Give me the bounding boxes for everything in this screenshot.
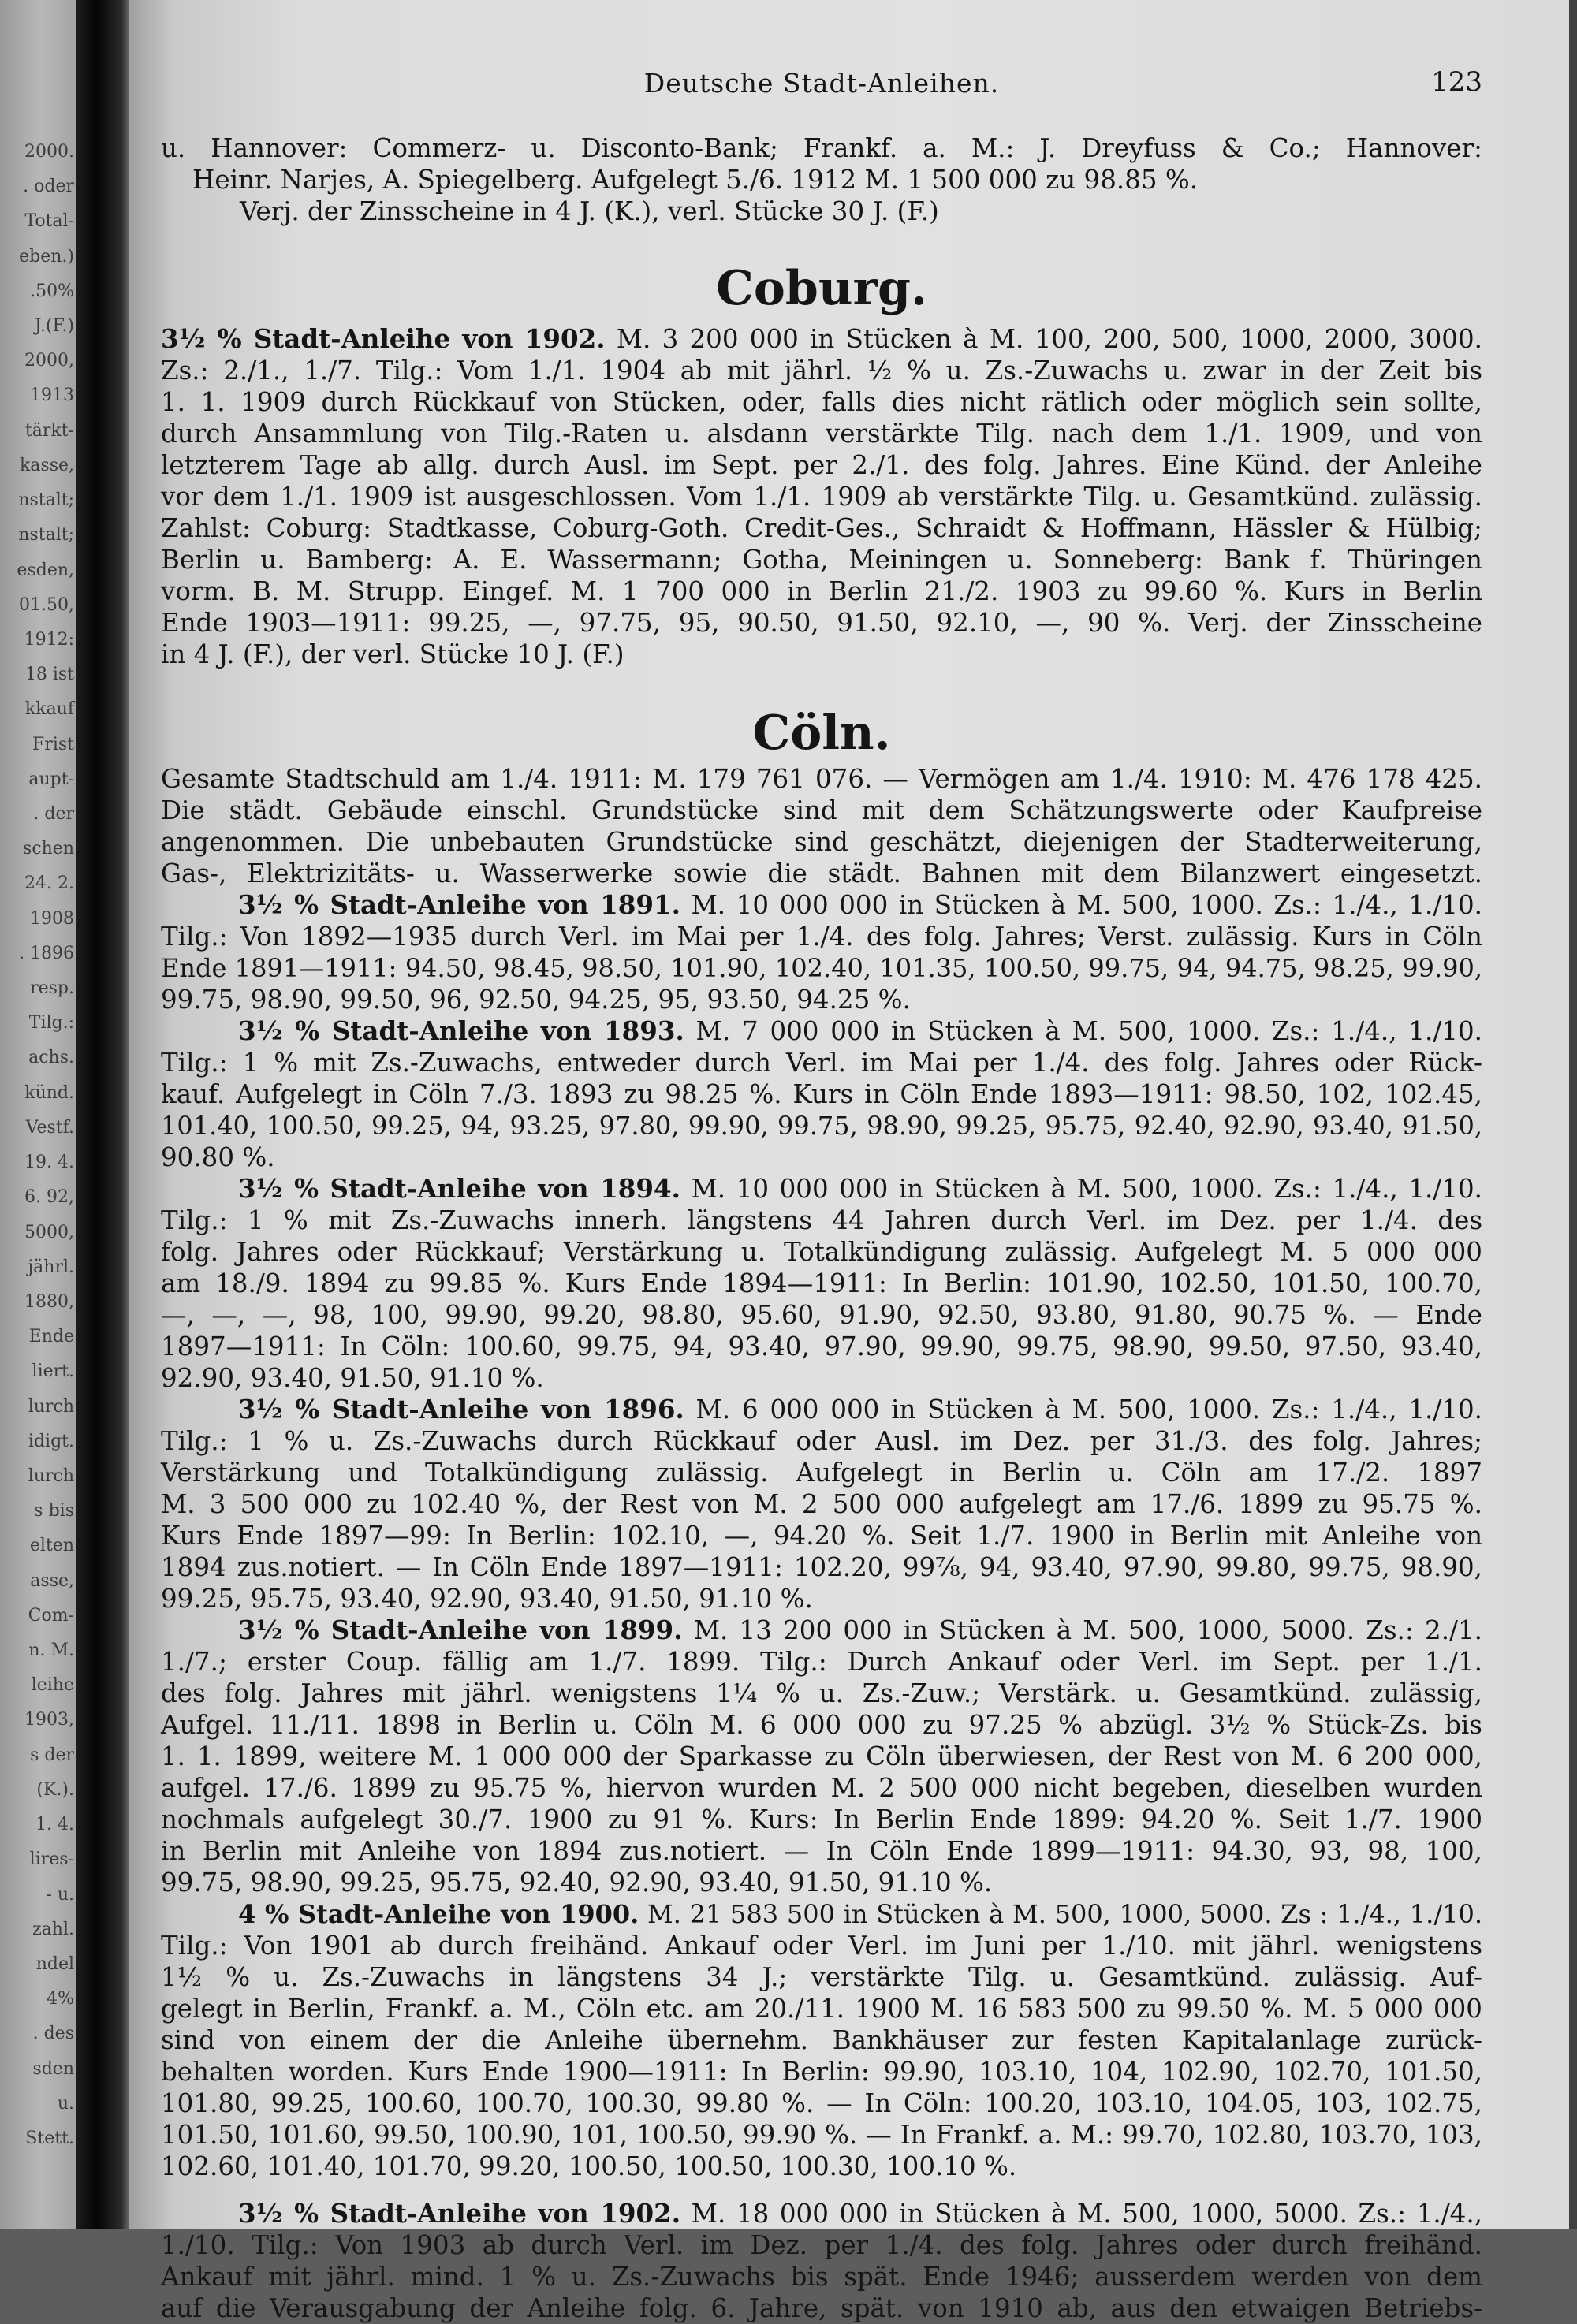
text-line: 99.75, 98.90, 99.50, 96, 92.50, 94.25, 95, 93.50, 94.25 %.: [161, 985, 911, 1015]
text-line: 99.25, 95.75, 93.40, 92.90, 93.40, 91.50, 91.10 %.: [161, 1584, 813, 1614]
margin-fragment: Ende: [28, 1327, 74, 1346]
text-line: Ende 1903—1911: 99.25, —, 97.75, 95, 90.50, 91.50, 92.10, —, 90 %. Verj. der Zinsscheine: [161, 608, 1482, 638]
text-line: Tilg.: Von 1901 ab durch freihänd. Ankauf oder Verl. im Juni per 1./10. mit jährl. wenigstens: [161, 1931, 1482, 1961]
book-page: [129, 0, 1577, 2323]
text-line: Tilg.: 1 % mit Zs.-Zuwachs, entweder durch Verl. im Mai per 1./4. des folg. Jahres oder Rück-: [161, 1048, 1482, 1078]
loan-entry-coeln-1902: [161, 2198, 1482, 2324]
text-line: 101.80, 99.25, 100.60, 100.70, 100.30, 99.80 %. — In Cöln: 100.20, 103.10, 104.05, 103, 102.75,: [161, 2088, 1482, 2118]
margin-fragment: liert.: [32, 1361, 74, 1381]
margin-fragment: 1912:: [24, 630, 74, 650]
text-line: 1./10. Tilg.: Von 1903 ab durch Verl. im Dez. per 1./4. des folg. Jahres oder durch freihänd.: [161, 2230, 1482, 2260]
margin-fragment: 4%: [47, 1989, 74, 2009]
margin-fragment: 6. 92,: [24, 1187, 74, 1207]
continued-entry: [161, 132, 1482, 227]
margin-fragment: nstalt;: [18, 525, 74, 545]
margin-fragment: Vestf.: [25, 1118, 74, 1138]
text-line: M. 13 200 000 in Stücken à M. 500, 1000, 5000. Zs.: 2./1.: [682, 1615, 1482, 1645]
margin-fragment: . 1896: [19, 944, 74, 963]
loan-title: 4 % Stadt-Anleihe von 1900.: [238, 1899, 639, 1929]
loan-entry-coeln-1896: [161, 1394, 1482, 1615]
text-line: behalten worden. Kurs Ende 1900—1911: In Berlin: 99.90, 103.10, 104, 102.90, 102.70, 101.50,: [161, 2057, 1482, 2087]
text-line: 1½ % u. Zs.-Zuwachs in längstens 34 J.; verstärkte Tilg. u. Gesamtkünd. zulässig. Auf-: [161, 1962, 1482, 1992]
margin-fragment: J.(F.): [34, 316, 74, 336]
margin-fragment: 2000.: [24, 142, 74, 162]
margin-fragment: 1880,: [24, 1292, 74, 1312]
coeln-intro: [161, 763, 1482, 889]
text-line: Ankauf mit jährl. mind. 1 % u. Zs.-Zuwachs bis spät. Ende 1946; ausserdem werden von dem: [161, 2262, 1482, 2292]
text-line: des folg. Jahres mit jährl. wenigstens 1¼ % u. Zs.-Zuw.; Verstärk. u. Gesamtkünd. zulässig,: [161, 1678, 1482, 1708]
margin-fragment: leihe: [31, 1675, 74, 1695]
margin-fragment: kasse,: [19, 456, 74, 475]
margin-fragment: resp.: [30, 978, 74, 998]
margin-fragment: Tilg.:: [28, 1013, 74, 1033]
margin-fragment: . oder: [23, 177, 74, 196]
city-heading-coburg: Coburg.: [716, 261, 927, 316]
page-right-edge: [1569, 0, 1577, 2229]
margin-fragment: 24. 2.: [24, 873, 74, 893]
loan-title: 3½ % Stadt-Anleihe von 1893.: [238, 1015, 684, 1046]
margin-fragment: aupt-: [28, 769, 74, 789]
text-line: vorm. B. M. Strupp. Eingef. M. 1 700 000 in Berlin 21./2. 1903 zu 99.60 %. Kurs in Berlin: [161, 576, 1482, 606]
text-line: 92.90, 93.40, 91.50, 91.10 %.: [161, 1363, 544, 1393]
margin-fragment: Stett.: [25, 2128, 74, 2148]
margin-fragment: jährl.: [28, 1257, 74, 1277]
text-line: Tilg.: 1 % u. Zs.-Zuwachs durch Rückkauf oder Ausl. im Dez. per 31./3. des folg. Jahres;: [161, 1426, 1482, 1456]
margin-fragment: idigt.: [28, 1432, 74, 1451]
margin-fragment: sden: [32, 2059, 74, 2079]
text-line: nochmals aufgelegt 30./7. 1900 zu 91 %. Kurs: In Berlin Ende 1899: 94.20 %. Seit 1./7. 1900: [161, 1804, 1482, 1834]
margin-fragment: künd.: [24, 1083, 74, 1103]
text-line: Tilg.: 1 % mit Zs.-Zuwachs innerh. längstens 44 Jahren durch Verl. im Dez. per 1./4. des: [161, 1205, 1482, 1235]
margin-fragment: 18 ist: [24, 665, 74, 684]
running-head-title: Deutsche Stadt-Anleihen.: [643, 68, 1000, 99]
margin-fragment: - u.: [46, 1885, 74, 1905]
text-line: 1894 zus.notiert. — In Cöln Ende 1897—1911: 102.20, 99⅞, 94, 93.40, 97.90, 99.80, 99.75, 98.90,: [161, 1552, 1482, 1582]
text-line: Verj. der Zinsscheine in 4 J. (K.), verl. Stücke 30 J. (F.): [240, 196, 939, 226]
text-line: 101.50, 101.60, 99.50, 100.90, 101, 100.50, 99.90 %. — In Frankf. a. M.: 99.70, 102.80, 103.70, 103,: [161, 2120, 1482, 2150]
text-line: 1. 1. 1899, weitere M. 1 000 000 der Sparkasse zu Cöln überwiesen, der Rest von M. 6 200 000,: [161, 1741, 1482, 1771]
running-head: [161, 0, 1482, 99]
text-line: 1./7.; erster Coup. fällig am 1./7. 1899. Tilg.: Durch Ankauf oder Verl. im Sept. per 1./1.: [161, 1647, 1482, 1677]
margin-fragment: s der: [30, 1745, 74, 1765]
loan-title: 3½ % Stadt-Anleihe von 1894.: [238, 1173, 680, 1204]
text-line: 1. 1. 1909 durch Rückkauf von Stücken, oder, falls dies nicht rätlich oder möglich sein sollte,: [161, 387, 1482, 417]
margin-fragment: tärkt-: [24, 421, 74, 441]
margin-fragment: elten: [29, 1536, 74, 1555]
margin-fragment: asse,: [30, 1571, 74, 1591]
loan-title: 3½ % Stadt-Anleihe von 1899.: [238, 1615, 683, 1645]
margin-fragment: n. M.: [28, 1641, 74, 1660]
city-heading-coeln: Cöln.: [752, 706, 891, 761]
margin-fragment: schen: [23, 839, 74, 858]
text-line: Verstärkung und Totalkündigung zulässig. Aufgelegt in Berlin u. Cöln am 17./2. 1897: [161, 1458, 1482, 1488]
margin-fragment: 1. 4.: [35, 1815, 74, 1834]
margin-fragment: nstalt;: [18, 490, 74, 510]
text-line: 101.40, 100.50, 99.25, 94, 93.25, 97.80, 99.90, 99.75, 98.90, 99.25, 95.75, 92.40, 92.90, 93.40, 91.50,: [161, 1111, 1482, 1141]
margin-fragment: Frist: [32, 735, 74, 754]
margin-fragment: 1903,: [24, 1710, 74, 1730]
loan-title: 3½ % Stadt-Anleihe von 1902.: [161, 323, 606, 354]
margin-fragment: (K.).: [36, 1780, 74, 1800]
margin-fragment: . der: [33, 804, 74, 824]
margin-fragment: 01.50,: [19, 595, 74, 615]
margin-fragment: s bis: [34, 1501, 74, 1521]
book-spine: [76, 0, 129, 2229]
margin-fragment: 1913: [30, 385, 74, 405]
text-line: am 18./9. 1894 zu 99.85 %. Kurs Ende 1894—1911: In Berlin: 101.90, 102.50, 101.50, 100.70,: [161, 1268, 1482, 1298]
text-line: M. 3 500 000 zu 102.40 %, der Rest von M. 2 500 000 aufgelegt am 17./6. 1899 zu 95.75 %.: [161, 1489, 1482, 1519]
text-line: Ende 1891—1911: 94.50, 98.45, 98.50, 101.90, 102.40, 101.35, 100.50, 99.75, 94, 94.75, 98.25, 99.90,: [161, 953, 1482, 983]
text-line: durch Ansammlung von Tilg.-Raten u. alsdann verstärkte Tilg. nach dem 1./1. 1909, und von: [161, 419, 1482, 449]
text-line: folg. Jahres oder Rückkauf; Verstärkung u. Totalkündigung zulässig. Aufgelegt M. 5 000 000: [161, 1237, 1482, 1267]
text-line: in Berlin mit Anleihe von 1894 zus.notiert. — In Cöln Ende 1899—1911: 94.30, 93, 98, 100,: [161, 1836, 1482, 1866]
loan-title: 3½ % Stadt-Anleihe von 1891.: [238, 889, 680, 920]
margin-fragment: lurch: [28, 1397, 74, 1417]
text-line: M. 7 000 000 in Stücken à M. 500, 1000. Zs.: 1./4., 1./10.: [684, 1016, 1482, 1046]
loan-entry-coeln-1900: [161, 1898, 1482, 2182]
margin-fragment: Total-: [24, 211, 74, 231]
text-line: in 4 J. (F.), der verl. Stücke 10 J. (F.): [161, 639, 624, 669]
text-line: Gesamte Stadtschuld am 1./4. 1911: M. 179 761 076. — Vermögen am 1./4. 1910: M. 476 178 425.: [161, 764, 1482, 794]
margin-fragment: . des: [32, 2024, 74, 2043]
text-line: gelegt in Berlin, Frankf. a. M., Cöln etc. am 20./11. 1900 M. 16 583 500 zu 99.50 %. M. 5 000 000: [161, 1994, 1482, 2024]
margin-fragment: esden,: [17, 561, 74, 580]
margin-fragment: achs.: [28, 1048, 74, 1067]
text-line: Berlin u. Bamberg: A. E. Wassermann; Gotha, Meiningen u. Sonneberg: Bank f. Thüringen: [161, 545, 1482, 575]
text-line: 102.60, 101.40, 101.70, 99.20, 100.50, 100.50, 100.30, 100.10 %.: [161, 2151, 1017, 2181]
text-line: 90.80 %.: [161, 1142, 275, 1172]
loan-entry-coburg-1902: [161, 323, 1482, 670]
text-line: Zahlst: Coburg: Stadtkasse, Coburg-Goth. Credit-Ges., Schraidt & Hoffmann, Hässler & Hülbig;: [161, 513, 1482, 543]
margin-fragment: lurch: [28, 1466, 74, 1486]
text-line: Gas-, Elektrizitäts- u. Wasserwerke sowie die städt. Bahnen mit dem Bilanzwert eingesetzt.: [161, 858, 1482, 888]
loan-entry-coeln-1899: [161, 1615, 1482, 1898]
margin-fragment: zahl.: [32, 1920, 74, 1939]
page-content: [161, 0, 1482, 2324]
margin-fragment: eben.): [19, 247, 74, 266]
margin-fragment: lires-: [29, 1849, 74, 1869]
text-line: M. 3 200 000 in Stücken à M. 100, 200, 500, 1000, 2000, 3000.: [605, 324, 1482, 354]
text-line: angenommen. Die unbebauten Grundstücke sind geschätzt, diejenigen der Stadterweiterung,: [161, 827, 1482, 857]
text-line: Zs.: 2./1., 1./7. Tilg.: Vom 1./1. 1904 ab mit jährl. ½ % u. Zs.-Zuwachs u. zwar in der Zeit bis: [161, 356, 1482, 385]
text-line: M. 6 000 000 in Stücken à M. 500, 1000. Zs.: 1./4., 1./10.: [684, 1395, 1482, 1425]
loan-title: 3½ % Stadt-Anleihe von 1902.: [238, 2198, 681, 2229]
text-line: Tilg.: Von 1892—1935 durch Verl. im Mai per 1./4. des folg. Jahres; Verst. zulässig. Kurs in Cöln: [161, 922, 1482, 952]
margin-fragment: 2000,: [24, 351, 74, 371]
margin-fragment: kkauf: [24, 699, 74, 719]
page-number: 123: [1431, 66, 1482, 98]
text-line: M. 10 000 000 in Stücken à M. 500, 1000. Zs.: 1./4., 1./10.: [680, 890, 1482, 920]
margin-fragment: 19. 4.: [24, 1153, 74, 1172]
text-line: M. 10 000 000 in Stücken à M. 500, 1000. Zs.: 1./4., 1./10.: [680, 1174, 1482, 1204]
loan-entry-coeln-1894: [161, 1173, 1482, 1394]
loan-entry-coeln-1893: [161, 1015, 1482, 1173]
margin-fragment: .50%: [30, 281, 74, 301]
margin-fragment: 1908: [30, 909, 74, 929]
margin-fragment: ndel: [35, 1954, 74, 1974]
margin-fragment: Com-: [28, 1606, 74, 1626]
margin-fragment: u.: [57, 2094, 74, 2114]
text-line: —, —, —, 98, 100, 99.90, 99.20, 98.80, 95.60, 91.90, 92.50, 93.80, 91.80, 90.75 %. — Ende: [161, 1300, 1482, 1330]
text-line: u. Hannover: Commerz- u. Disconto-Bank; Frankf. a. M.: J. Dreyfuss & Co.; Hannover:: [161, 133, 1482, 163]
text-line: M. 18 000 000 in Stücken à M. 500, 1000, 5000. Zs.: 1./4.,: [680, 2199, 1482, 2229]
text-line: letzterem Tage ab allg. durch Ausl. im Sept. per 2./1. des folg. Jahres. Eine Künd. der Anleihe: [161, 450, 1482, 480]
text-line: M. 21 583 500 in Stücken à M. 500, 1000, 5000. Zs : 1./4., 1./10.: [639, 1899, 1483, 1929]
text-line: kauf. Aufgelegt in Cöln 7./3. 1893 zu 98.25 %. Kurs in Cöln Ende 1893—1911: 98.50, 102, 102.45,: [161, 1079, 1482, 1109]
text-line: 99.75, 98.90, 99.25, 95.75, 92.40, 92.90, 93.40, 91.50, 91.10 %.: [161, 1868, 993, 1898]
text-line: Heinr. Narjes, A. Spiegelberg. Aufgelegt 5./6. 1912 M. 1 500 000 zu 98.85 %.: [192, 165, 1199, 195]
text-line: auf die Verausgabung der Anleihe folg. 6. Jahre, spät. von 1910 ab, aus den etwaigen Betriebs-: [161, 2293, 1482, 2323]
text-line: aufgel. 17./6. 1899 zu 95.75 %, hiervon wurden M. 2 500 000 nicht begeben, dieselben wurden: [161, 1773, 1482, 1803]
text-line: 1897—1911: In Cöln: 100.60, 99.75, 94, 93.40, 97.90, 99.90, 99.75, 98.90, 99.50, 97.50, 93.40,: [161, 1331, 1482, 1361]
text-line: Aufgel. 11./11. 1898 in Berlin u. Cöln M. 6 000 000 zu 97.25 % abzügl. 3½ % Stück-Zs. bis: [161, 1710, 1482, 1740]
text-line: Die städt. Gebäude einschl. Grundstücke sind mit dem Schätzungswerte oder Kaufpreise: [161, 795, 1482, 825]
loan-entry-coeln-1891: [161, 889, 1482, 1015]
text-line: Kurs Ende 1897—99: In Berlin: 102.10, —, 94.20 %. Seit 1./7. 1900 in Berlin mit Anleihe von: [161, 1521, 1482, 1551]
text-line: vor dem 1./1. 1909 ist ausgeschlossen. Vom 1./1. 1909 ab verstärkte Tilg. u. Gesamtkünd. zulässig.: [161, 482, 1482, 512]
loan-title: 3½ % Stadt-Anleihe von 1896.: [238, 1394, 684, 1425]
margin-fragment: 5000,: [24, 1223, 74, 1242]
text-line: sind von einem der die Anleihe übernehm. Bankhäuser zur festen Kapitalanlage zurück-: [161, 2025, 1482, 2055]
